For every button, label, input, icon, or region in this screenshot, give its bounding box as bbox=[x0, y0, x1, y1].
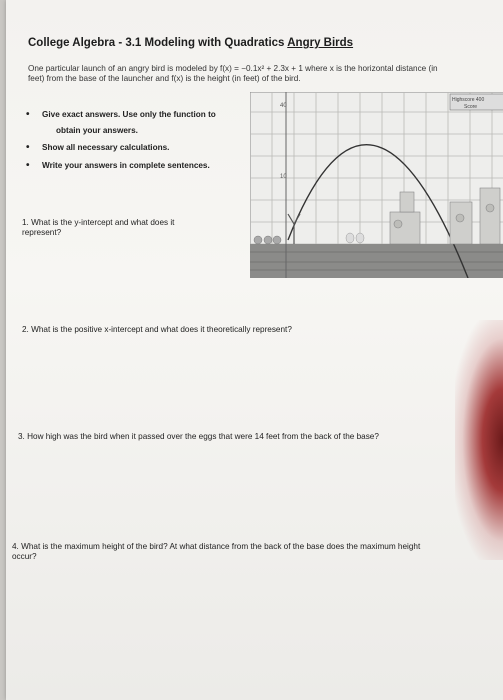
intro-text bbox=[28, 64, 498, 85]
score-top-label: Highscore 400 bbox=[452, 97, 485, 103]
axis-label-y: 40 bbox=[280, 103, 287, 109]
question-4: 4. What is the maximum height of the bird? At what distance from the back of the base does the maximum height occur? bbox=[12, 542, 421, 562]
page-title: College Algebra - 3.1 Modeling with Quadratics Angry Birds bbox=[28, 37, 354, 49]
intro-line-2: feet) from the base of the launcher and f(x) is the height (in feet) of the bird. bbox=[28, 74, 301, 84]
intro-line-1: One particular launch of an angry bird is modeled by f(x) = −0.1x² + 2.3x + 1 where x is the horizontal distance (in bbox=[28, 64, 438, 73]
score-label: Score bbox=[464, 104, 478, 110]
question-1: 1. What is the y-intercept and what does it represent? bbox=[22, 218, 175, 238]
instruction-item: • Show all necessary calculations. bbox=[42, 143, 169, 153]
angry-birds-graph-image bbox=[250, 92, 503, 278]
finger-shadow bbox=[455, 320, 503, 560]
question-2: 2. What is the positive x-intercept and what does it theoretically represent? bbox=[22, 325, 292, 334]
instruction-item: • Give exact answers. Use only the function to bbox=[42, 110, 216, 120]
worksheet-page bbox=[6, 0, 503, 700]
instruction-continued: obtain your answers. bbox=[56, 126, 138, 135]
birds-icon bbox=[254, 236, 281, 244]
question-3: 3. How high was the bird when it passed over the eggs that were 14 feet from the back of the base? bbox=[18, 432, 379, 441]
axis-label-mid: 10 bbox=[280, 174, 287, 180]
instruction-item: • Write your answers in complete sentences. bbox=[42, 161, 210, 171]
ground-strip bbox=[250, 244, 503, 278]
